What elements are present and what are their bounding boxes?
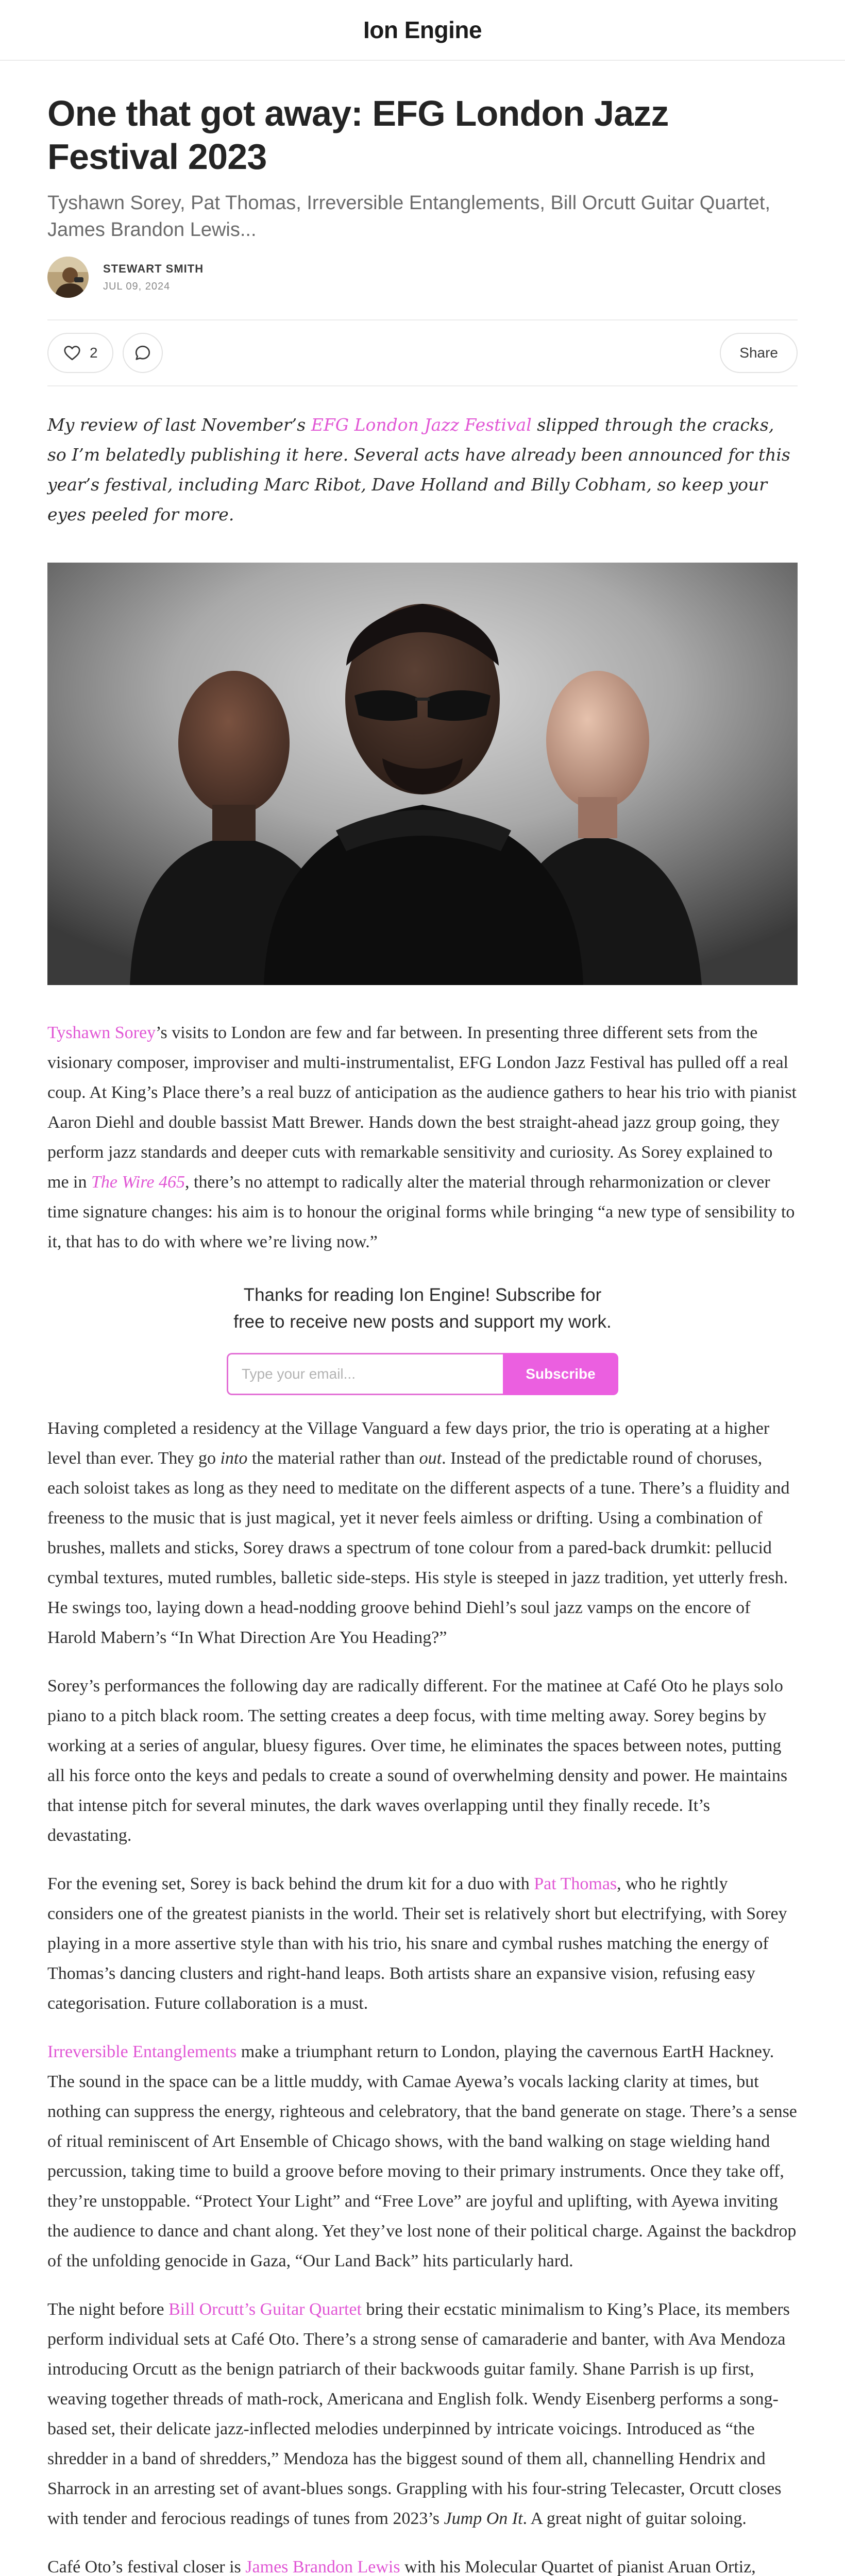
paragraph-text: . Instead of the predictable round of choruses, each soloist takes as long as they need to meditate on the different aspects of a tune. There’s a fluidity and freeness to the music that is just magical, yet it never feels aimless or drifting. Using a combination of brushes, mallets and sticks, Sorey draws a spectrum of tone colour from a pared-back drumkit: pellucid cymbal textures, muted rumbles, balletic side-steps. His style is steeped in jazz tradition, yet utterly fresh. He swings too, laying down a head-nodding groove behind Diehl’s soul jazz vamps on the encore of Harold Mabern’s “In What Direction Are You Heading?” [47, 1449, 790, 1647]
paragraph-emphasis: out [419, 1449, 442, 1468]
email-input[interactable] [227, 1353, 503, 1395]
post-actions-left [47, 333, 163, 373]
paragraph-text: For the evening set, Sorey is back behind the drum kit for a duo with [47, 1874, 534, 1893]
paragraph-text: Café Oto’s festival closer is [47, 2557, 246, 2576]
hero-image [47, 563, 798, 985]
bill-orcutt-link[interactable]: Bill Orcutt’s Guitar Quartet [168, 2300, 362, 2319]
album-title: Jump On It [444, 2509, 523, 2528]
site-title[interactable]: Ion Engine [363, 16, 482, 43]
article-body-continued [47, 1414, 798, 2576]
paragraph-text: the material rather than [247, 1449, 419, 1468]
paragraph-text: ’s visits to London are few and far between. In presenting three different sets from the visionary composer, improviser and multi-instrumentalist, EFG London Jazz Festival has pulled off a real coup. At King’s Place there’s a real buzz of anticipation as the audience gathers to hear his trio with pianist Aaron Diehl and double bassist Matt Brewer. Hands down the best straight-ahead jazz group going, they perform jazz standards and deeper cuts with remarkable sensitivity and curiosity. As Sorey explained to me in [47, 1023, 797, 1192]
intro-paragraph [47, 410, 798, 530]
intro-text: My review of last November’s [47, 415, 311, 435]
paragraph-bill-orcutt [47, 2295, 798, 2534]
byline [47, 257, 798, 298]
intro-text-rest: slipped through the cracks, so I’m belatedly publishing it here. Several acts have already been announced for this year’s festival, including Marc Ribot, Dave Holland and Billy Cobham, so keep your eyes peeled for more. [47, 415, 790, 524]
post-subtitle: Tyshawn Sorey, Pat Thomas, Irreversible Entanglements, Bill Orcutt Guitar Quartet, James Brandon Lewis... [47, 192, 771, 241]
paragraph-text: with his Molecular Quartet of pianist Aruan Ortiz, [404, 2557, 756, 2576]
post-actions [47, 319, 798, 386]
paragraph-cafe-oto-solo: Sorey’s performances the following day are radically different. For the matinee at Café Oto he plays solo piano to a pitch black room. The setting creates a deep focus, with time melting away. Sorey begins by working at a series of angular, bluesy figures. Over time, he eliminates the spaces between notes, putting all his force onto the keys and pedals to create a sound of overwhelming density and power. He maintains that intense pitch for several minutes, the dark waves overlapping until they finally recede. It’s devastating. [47, 1676, 788, 1845]
paragraph-text: . A great night of guitar soloing. [522, 2509, 747, 2528]
paragraph-text: , who he rightly considers one of the greatest pianists in the world. Their set is relatively short but electrifying, with Sorey playing in a more assertive style than with his trio, his snare and cymbal rushes matching the energy of Thomas’s dancing clusters and right-hand leaps. Both artists share an expansive vision, refusing easy categorisation. Future collaboration is a must. [47, 1874, 787, 2013]
share-button[interactable]: Share [720, 333, 798, 373]
paragraph-james-brandon-lewis [47, 2552, 798, 2576]
post-title: One that got away: EFG London Jazz Festival 2023 [47, 93, 669, 177]
article-body [47, 1018, 798, 1257]
post-date: JUL 09, 2024 [103, 280, 171, 292]
paragraph-text: bring their ecstatic minimalism to King’s Place, its members perform individual sets at Café Oto. There’s a strong sense of camaraderie and banter, with Ava Mendoza introducing Orcutt as the benign patriarch of their backwoods guitar family. Shane Parrish is up first, weaving together threads of math-rock, Americana and English folk. Wendy Eisenberg performs a song-based set, their delicate jazz-inflected melodies underpinned by intricate voicings. Introduced as “the shredder in a band of shredders,” Mendoza has the biggest sound of them all, channelling Hendrix and Sharrock in an arresting set of avant-blues songs. Grappling with his four-string Telecaster, Orcutt closes with tender and ferocious readings of tunes from 2023’s [47, 2300, 790, 2528]
subscribe-widget [47, 1282, 798, 1395]
post-container [47, 92, 798, 2576]
like-button[interactable] [47, 333, 113, 373]
byline-meta [103, 262, 204, 293]
james-brandon-lewis-link[interactable]: James Brandon Lewis [245, 2557, 400, 2576]
subscribe-button[interactable]: Subscribe [503, 1353, 618, 1395]
irreversible-entanglements-link[interactable]: Irreversible Entanglements [47, 2042, 237, 2061]
paragraph-text: , there’s no attempt to radically alter the material through reharmonization or clever time signature changes: his aim is to honour the original forms while bringing “a new type of sensibility to it, that has to do with where we’re living now.” [47, 1173, 795, 1251]
paragraph-emphasis: into [220, 1449, 248, 1468]
paragraph-text: Having completed a residency at the Village Vanguard a few days prior, the trio is operating at a higher level than ever. They go [47, 1419, 770, 1468]
heart-icon [63, 344, 81, 362]
subscribe-text: Thanks for reading Ion Engine! Subscribe for free to receive new posts and support my work. [233, 1285, 612, 1332]
paragraph-vanguard [47, 1414, 798, 1653]
paragraph-irreversible-entanglements [47, 2037, 798, 2276]
subscribe-form [227, 1353, 618, 1395]
the-wire-title: The Wire 465 [91, 1173, 185, 1192]
efg-festival-link[interactable]: EFG London Jazz Festival [311, 415, 532, 435]
site-header [0, 0, 845, 61]
author-name[interactable]: STEWART SMITH [103, 262, 204, 275]
pat-thomas-link[interactable]: Pat Thomas [534, 1874, 617, 1893]
paragraph-pat-thomas [47, 1869, 798, 2019]
comment-icon [133, 344, 152, 362]
tyshawn-sorey-link[interactable]: Tyshawn Sorey [47, 1023, 156, 1042]
paragraph-tyshawn-trio [47, 1018, 798, 1257]
like-count: 2 [90, 345, 98, 361]
hero-photo-trio [47, 563, 798, 985]
paragraph-text: make a triumphant return to London, playing the cavernous EartH Hackney. The sound in the space can be a little muddy, with Camae Ayewa’s vocals lacking clarity at times, but nothing can suppress the energy, righteous and celebratory, that the band generate on stage. There’s a sense of ritual reminiscent of Art Ensemble of Chicago shows, with the band walking on stage wielding hand percussion, taking time to build a groove before moving to their primary instruments. Once they take off, they’re unstoppable. “Protect Your Light” and “Free Love” are joyful and uplifting, with Ayewa inviting the audience to dance and chant along. Yet they’ve lost none of their political charge. Against the backdrop of the unfolding genocide in Gaza, “Our Land Back” hits particularly hard. [47, 2042, 797, 2270]
author-avatar[interactable] [47, 257, 89, 298]
comment-button[interactable] [123, 333, 163, 373]
author-avatar-image [47, 257, 89, 298]
paragraph-text: The night before [47, 2300, 169, 2319]
the-wire-link[interactable] [91, 1173, 185, 1192]
